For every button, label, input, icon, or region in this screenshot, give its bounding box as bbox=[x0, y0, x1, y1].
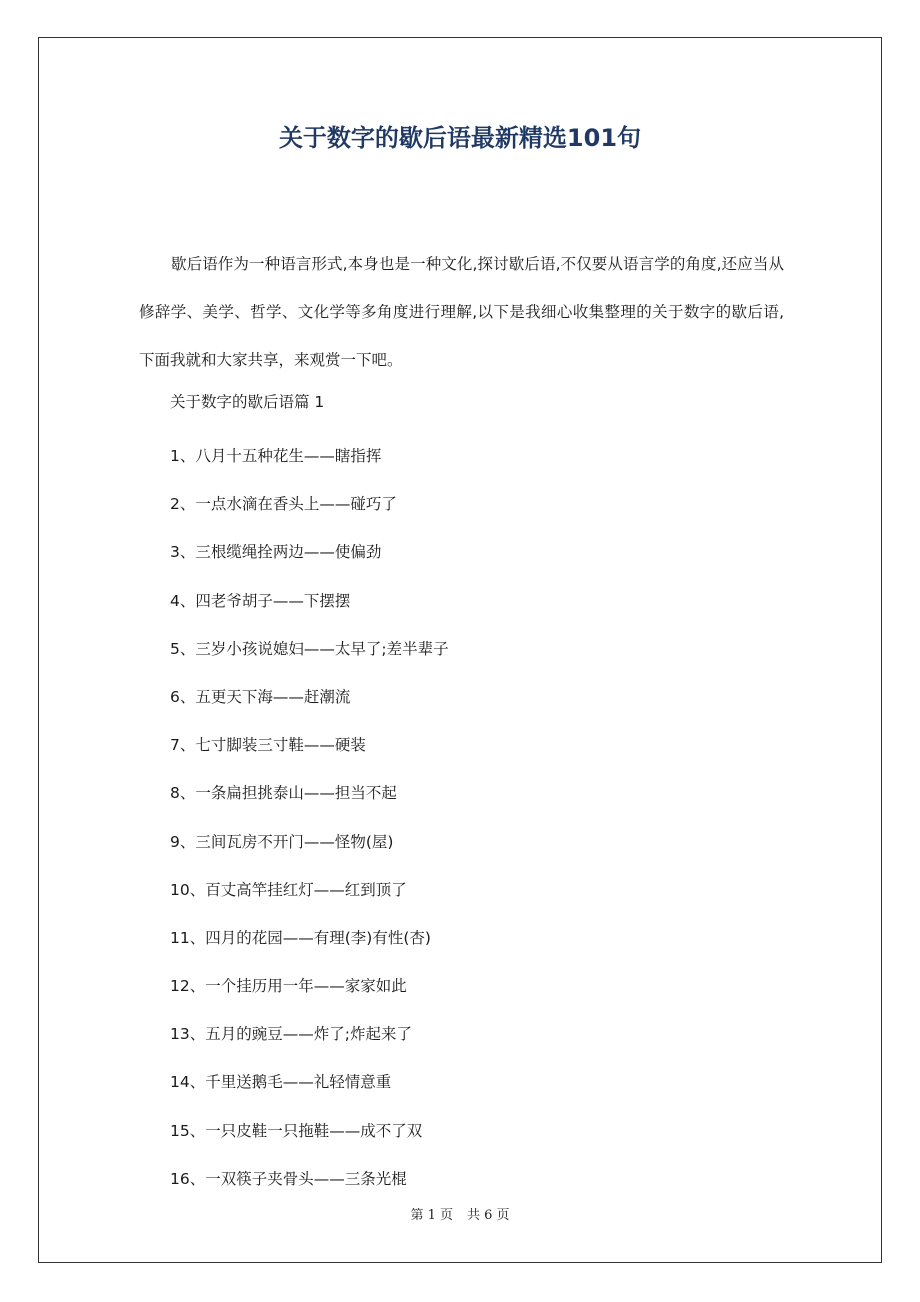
list-item: 4、四老爷胡子——下摆摆 bbox=[170, 591, 351, 610]
proverb-list bbox=[170, 432, 449, 1203]
list-item: 11、四月的花园——有理(李)有性(杏) bbox=[170, 928, 431, 947]
list-item: 7、七寸脚装三寸鞋——硬装 bbox=[170, 736, 366, 755]
list-item: 12、一个挂历用一年——家家如此 bbox=[170, 977, 407, 996]
list-item: 6、五更天下海——赶潮流 bbox=[170, 687, 351, 706]
page-border bbox=[38, 37, 882, 1263]
section-heading: 关于数字的歇后语篇 1 bbox=[170, 393, 325, 411]
page-footer bbox=[0, 1204, 920, 1228]
page-total: 共 6 页 bbox=[467, 1208, 510, 1223]
list-item: 9、三间瓦房不开门——怪物(屋) bbox=[170, 832, 394, 851]
list-item: 8、一条扁担挑泰山——担当不起 bbox=[170, 784, 397, 803]
list-item: 10、百丈高竿挂红灯——红到顶了 bbox=[170, 880, 407, 899]
page-number: 第 1 页 bbox=[410, 1208, 453, 1223]
list-item: 1、八月十五种花生——瞎指挥 bbox=[170, 447, 382, 465]
intro-paragraph: 歇后语作为一种语言形式,本身也是一种文化,探讨歇后语,不仅要从语言学的角度,还应当从修辞学、美学、哲学、文化学等多角度进行理解,以下是我细心收集整理的关于数字的歇后语,下面我就和大家共享，来观赏一下吧。 bbox=[139, 255, 784, 369]
list-item: 5、三岁小孩说媳妇——太早了;差半辈子 bbox=[170, 639, 449, 658]
list-item: 15、一只皮鞋一只拖鞋——成不了双 bbox=[170, 1121, 423, 1140]
list-item: 14、千里送鹅毛——礼轻情意重 bbox=[170, 1073, 392, 1092]
list-item: 16、一双筷子夹骨头——三条光棍 bbox=[170, 1169, 407, 1188]
document-title: 关于数字的歇后语最新精选101句 bbox=[278, 124, 642, 152]
list-item: 2、一点水滴在香头上——碰巧了 bbox=[170, 495, 397, 514]
list-item: 13、五月的豌豆——炸了;炸起来了 bbox=[170, 1025, 412, 1044]
list-item: 3、三根缆绳拴两边——使偏劲 bbox=[170, 543, 382, 562]
